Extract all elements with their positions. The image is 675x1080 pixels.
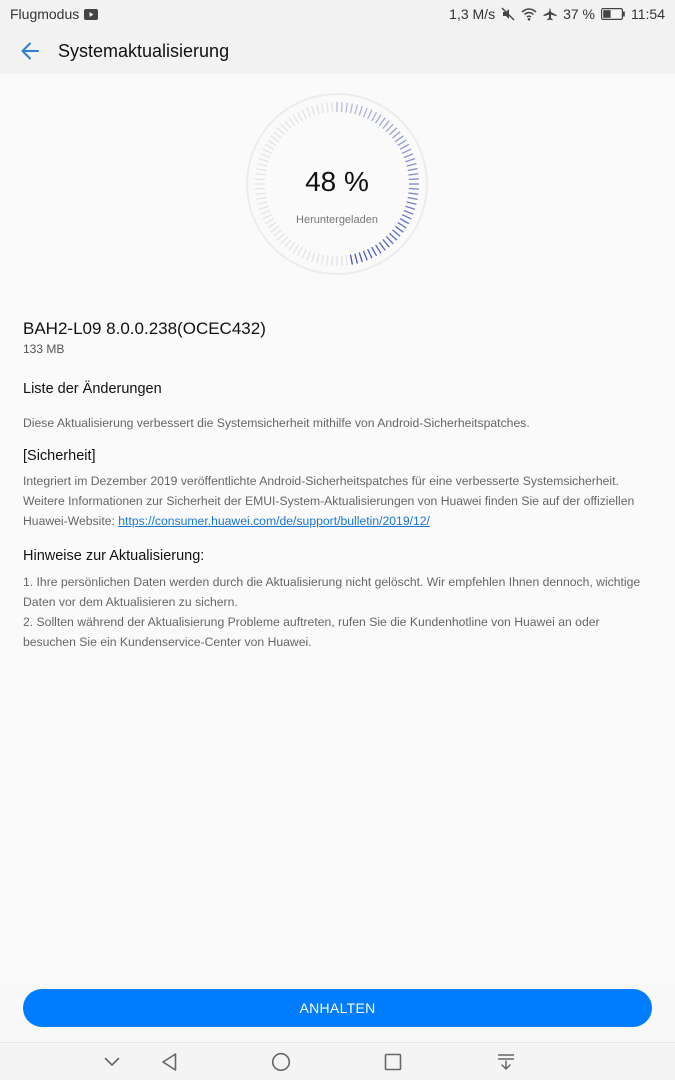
- security-link-prefix: Huawei-Website:: [23, 514, 119, 528]
- pause-download-button[interactable]: ANHALTEN: [23, 989, 652, 1027]
- progress-tick-pending: [332, 102, 333, 112]
- notes-heading: Hinweise zur Aktualisierung:: [23, 548, 205, 564]
- changes-intro: Diese Aktualisierung verbessert die Systemsicherheit mithilfe von Android-Sicherheitspatches.: [23, 416, 530, 430]
- security-bulletin-link[interactable]: https://consumer.huawei.com/de/support/bulletin/2019/12/: [118, 514, 430, 528]
- wifi-icon: [521, 8, 537, 21]
- security-line: Weitere Informationen zur Sicherheit der EMUI-System-Aktualisierungen von Huawei finden Sie auf der offiziellen: [23, 494, 635, 508]
- home-circle-icon: [271, 1052, 291, 1072]
- recents-square-icon: [384, 1053, 402, 1071]
- download-progress-ring: [245, 92, 429, 276]
- app-bar: [0, 28, 675, 74]
- nav-recents-button[interactable]: [368, 1043, 418, 1080]
- update-size: 133 MB: [23, 342, 65, 356]
- notification-pull-icon: [497, 1053, 515, 1071]
- nav-back-button[interactable]: [144, 1043, 194, 1080]
- progress-tick-pending: [332, 256, 333, 266]
- airplane-mode-label: Flugmodus: [10, 6, 80, 22]
- notes-text: [23, 572, 643, 652]
- navigation-bar: [0, 1042, 675, 1080]
- changes-heading: Liste der Änderungen: [23, 381, 162, 397]
- mute-icon: [501, 7, 515, 21]
- security-heading: [Sicherheit]: [23, 448, 96, 464]
- update-details: [23, 318, 643, 652]
- note-line: besuchen Sie ein Kundenservice-Center von Huawei.: [23, 635, 312, 649]
- page-title: Systemaktualisierung: [58, 40, 230, 61]
- hide-nav-button[interactable]: [87, 1043, 137, 1080]
- progress-percent: 48 %: [305, 166, 369, 197]
- security-text: [23, 471, 643, 531]
- nav-home-button[interactable]: [256, 1043, 306, 1080]
- progress-label: Heruntergeladen: [296, 214, 378, 226]
- note-line: 2. Sollten während der Aktualisierung Probleme auftreten, rufen Sie die Kundenhotline von Huawei an oder: [23, 615, 600, 629]
- note-line: 1. Ihre persönlichen Daten werden durch die Aktualisierung nicht gelöscht. Wir empfehlen Ihnen dennoch, wichtige: [23, 575, 641, 589]
- progress-tick-done: [342, 102, 343, 112]
- clock: 11:54: [631, 6, 665, 22]
- security-line: Integriert im Dezember 2019 veröffentlichte Android-Sicherheitspatches für eine verbesserte Systemsicherheit.: [23, 474, 619, 488]
- update-version: BAH2-L09 8.0.0.238(OCEC432): [23, 319, 266, 338]
- battery-percent: 37 %: [563, 6, 595, 22]
- battery-icon: [601, 8, 625, 20]
- back-arrow-icon: [20, 42, 40, 60]
- notification-pull-button[interactable]: [481, 1043, 531, 1080]
- chevron-down-icon: [104, 1057, 120, 1067]
- back-triangle-icon: [160, 1052, 178, 1072]
- youtube-icon: [84, 9, 98, 20]
- note-line: Daten vor dem Aktualisieren zu sichern.: [23, 595, 238, 609]
- security-line: [23, 511, 643, 531]
- back-button[interactable]: [2, 28, 58, 74]
- status-bar: [0, 0, 675, 28]
- progress-tick-pending: [342, 256, 343, 266]
- airplane-icon: [543, 7, 557, 21]
- network-speed: 1,3 M/s: [449, 6, 496, 22]
- content-area: [0, 74, 675, 984]
